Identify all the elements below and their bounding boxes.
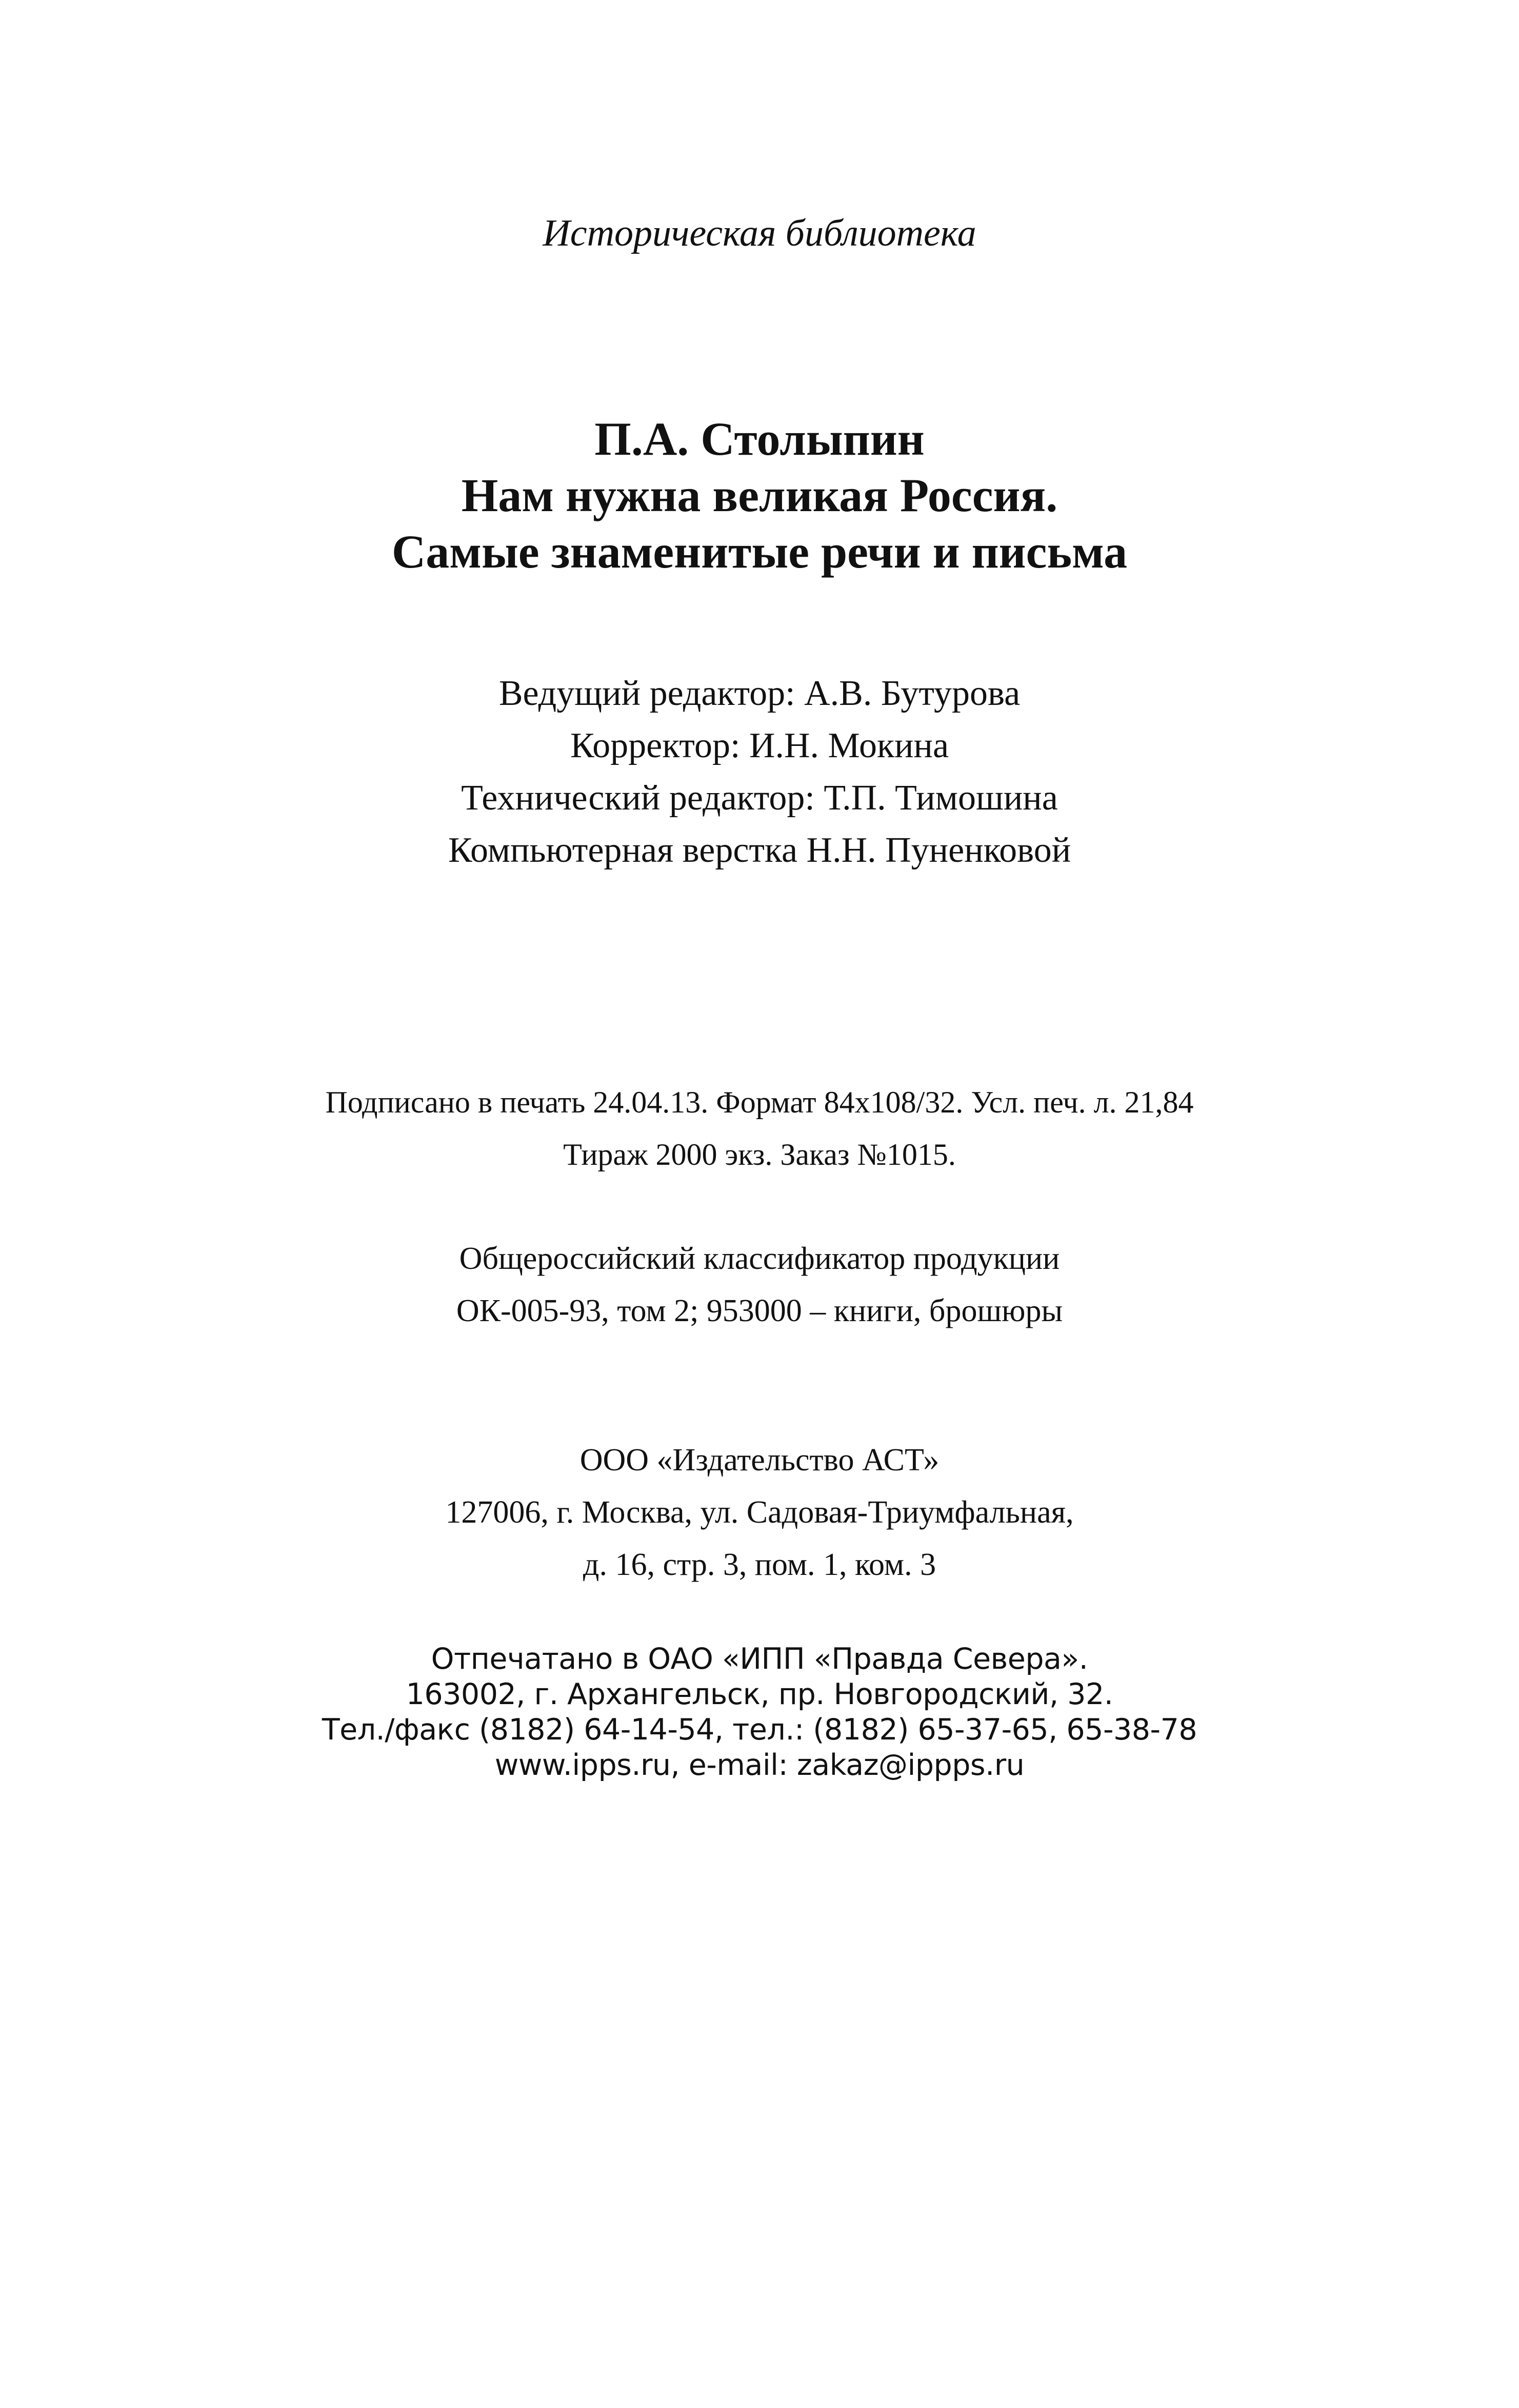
imprint-print-run: Тираж 2000 экз. Заказ №1015. bbox=[563, 1138, 956, 1171]
printer-contacts: www.ipps.ru, e-mail: zakaz@ippps.ru bbox=[494, 1748, 1025, 1782]
credit-proofreader: Корректор: И.Н. Мокина bbox=[570, 726, 949, 765]
publisher-name: ООО «Издательство АСТ» bbox=[579, 1443, 940, 1478]
credit-layout: Компьютерная верстка Н.Н. Пуненковой bbox=[448, 831, 1071, 870]
book-title-line-1: Нам нужна великая Россия. bbox=[461, 469, 1058, 521]
printer-name: Отпечатано в ОАО «ИПП «Правда Севера». bbox=[431, 1642, 1088, 1676]
printer-phones: Тел./факс (8182) 64-14-54, тел.: (8182) 65-37-65, 65-38-78 bbox=[322, 1713, 1197, 1747]
classifier-code: ОК-005-93, том 2; 953000 – книги, брошюры bbox=[456, 1293, 1063, 1328]
publisher-address-2: д. 16, стр. 3, пом. 1, ком. 3 bbox=[583, 1547, 936, 1582]
imprint-signed-format: Подписано в печать 24.04.13. Формат 84x108/32. Усл. печ. л. 21,84 bbox=[325, 1085, 1194, 1119]
book-author: П.А. Столыпин bbox=[594, 413, 925, 465]
printer-address: 163002, г. Архангельск, пр. Новгородский, 32. bbox=[406, 1677, 1113, 1711]
series-name: Историческая библиотека bbox=[543, 212, 976, 254]
credit-lead-editor: Ведущий редактор: А.В. Бутурова bbox=[498, 674, 1021, 713]
classifier-title: Общероссийский классификатор продукции bbox=[459, 1241, 1060, 1276]
publisher-address-1: 127006, г. Москва, ул. Садовая-Триумфальная, bbox=[445, 1495, 1074, 1530]
credit-technical-editor: Технический редактор: Т.П. Тимошина bbox=[461, 778, 1058, 818]
book-title-line-2: Самые знаменитые речи и письма bbox=[391, 525, 1128, 578]
